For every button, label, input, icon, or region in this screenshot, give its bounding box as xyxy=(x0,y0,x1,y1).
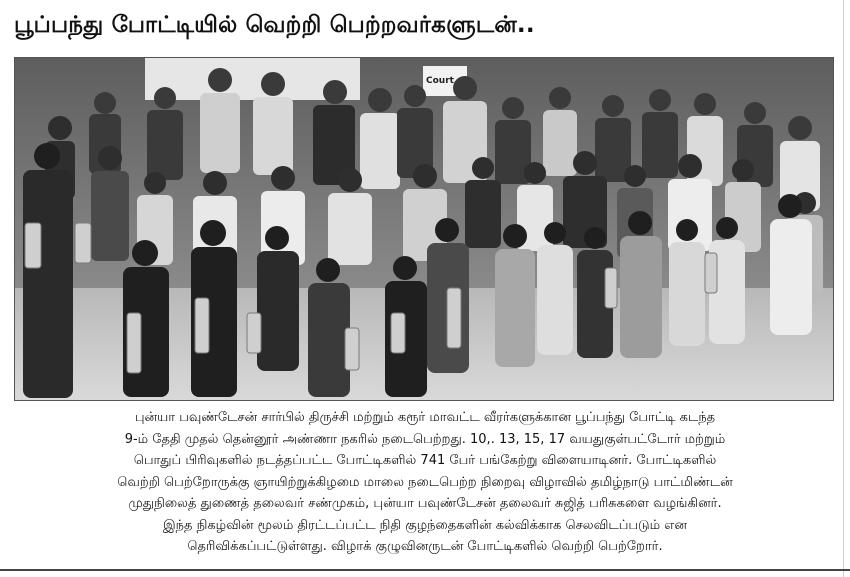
caption-line: 9-ம் தேதி முதல் தென்னூர் அண்ணா நகரில் நடைபெற்றது. 10,. 13, 15, 17 வயதுகுள்பட்டோர் மற்றும் xyxy=(124,431,726,447)
caption-line: முதுநிலைத் துணைத் தலைவர் சண்முகம், புன்யா பவுண்டேசன் தலைவர் சுஜித் பரிசுகளை வழங்கினர். xyxy=(128,496,722,511)
group-photo xyxy=(14,57,834,401)
caption-line: தெரிவிக்கப்பட்டுள்ளது. விழாக் குழுவினருடன் போட்டிகளில் வெற்றி பெற்றோர். xyxy=(187,539,663,554)
caption-line: இந்த நிகழ்வின் மூலம் திரட்டப்பட்ட நிதி குழந்தைகளின் கல்விக்காக செலவிடப்படும் என xyxy=(163,517,687,533)
caption-line: புன்யா பவுண்டேசன் சார்பில் திருச்சி மற்றும் கரூர் மாவட்ட வீரர்களுக்கான பூப்பந்து போட்டி கடந்த xyxy=(134,410,716,425)
clipping-bottom-rule xyxy=(0,569,850,571)
caption-line: பொதுப் பிரிவுகளில் நடத்தப்பட்ட போட்டிகளில் 741 பேர் பங்கேற்று விளையாடினர். போட்டிகளில் xyxy=(133,453,717,468)
photo-caption xyxy=(18,407,832,558)
caption-line: வெற்றி பெற்றோருக்கு ஞாயிற்றுக்கிழமை மாலை நடைபெற்ற நிறைவு விழாவில் தமிழ்நாடு பாட்மிண்டன் xyxy=(117,474,733,490)
clipping-right-rule xyxy=(843,0,844,577)
headline: பூப்பந்து போட்டியில் வெற்றி பெற்றவர்களுடன்.. xyxy=(14,12,535,38)
photo-banner-court-text: Court xyxy=(426,76,454,86)
